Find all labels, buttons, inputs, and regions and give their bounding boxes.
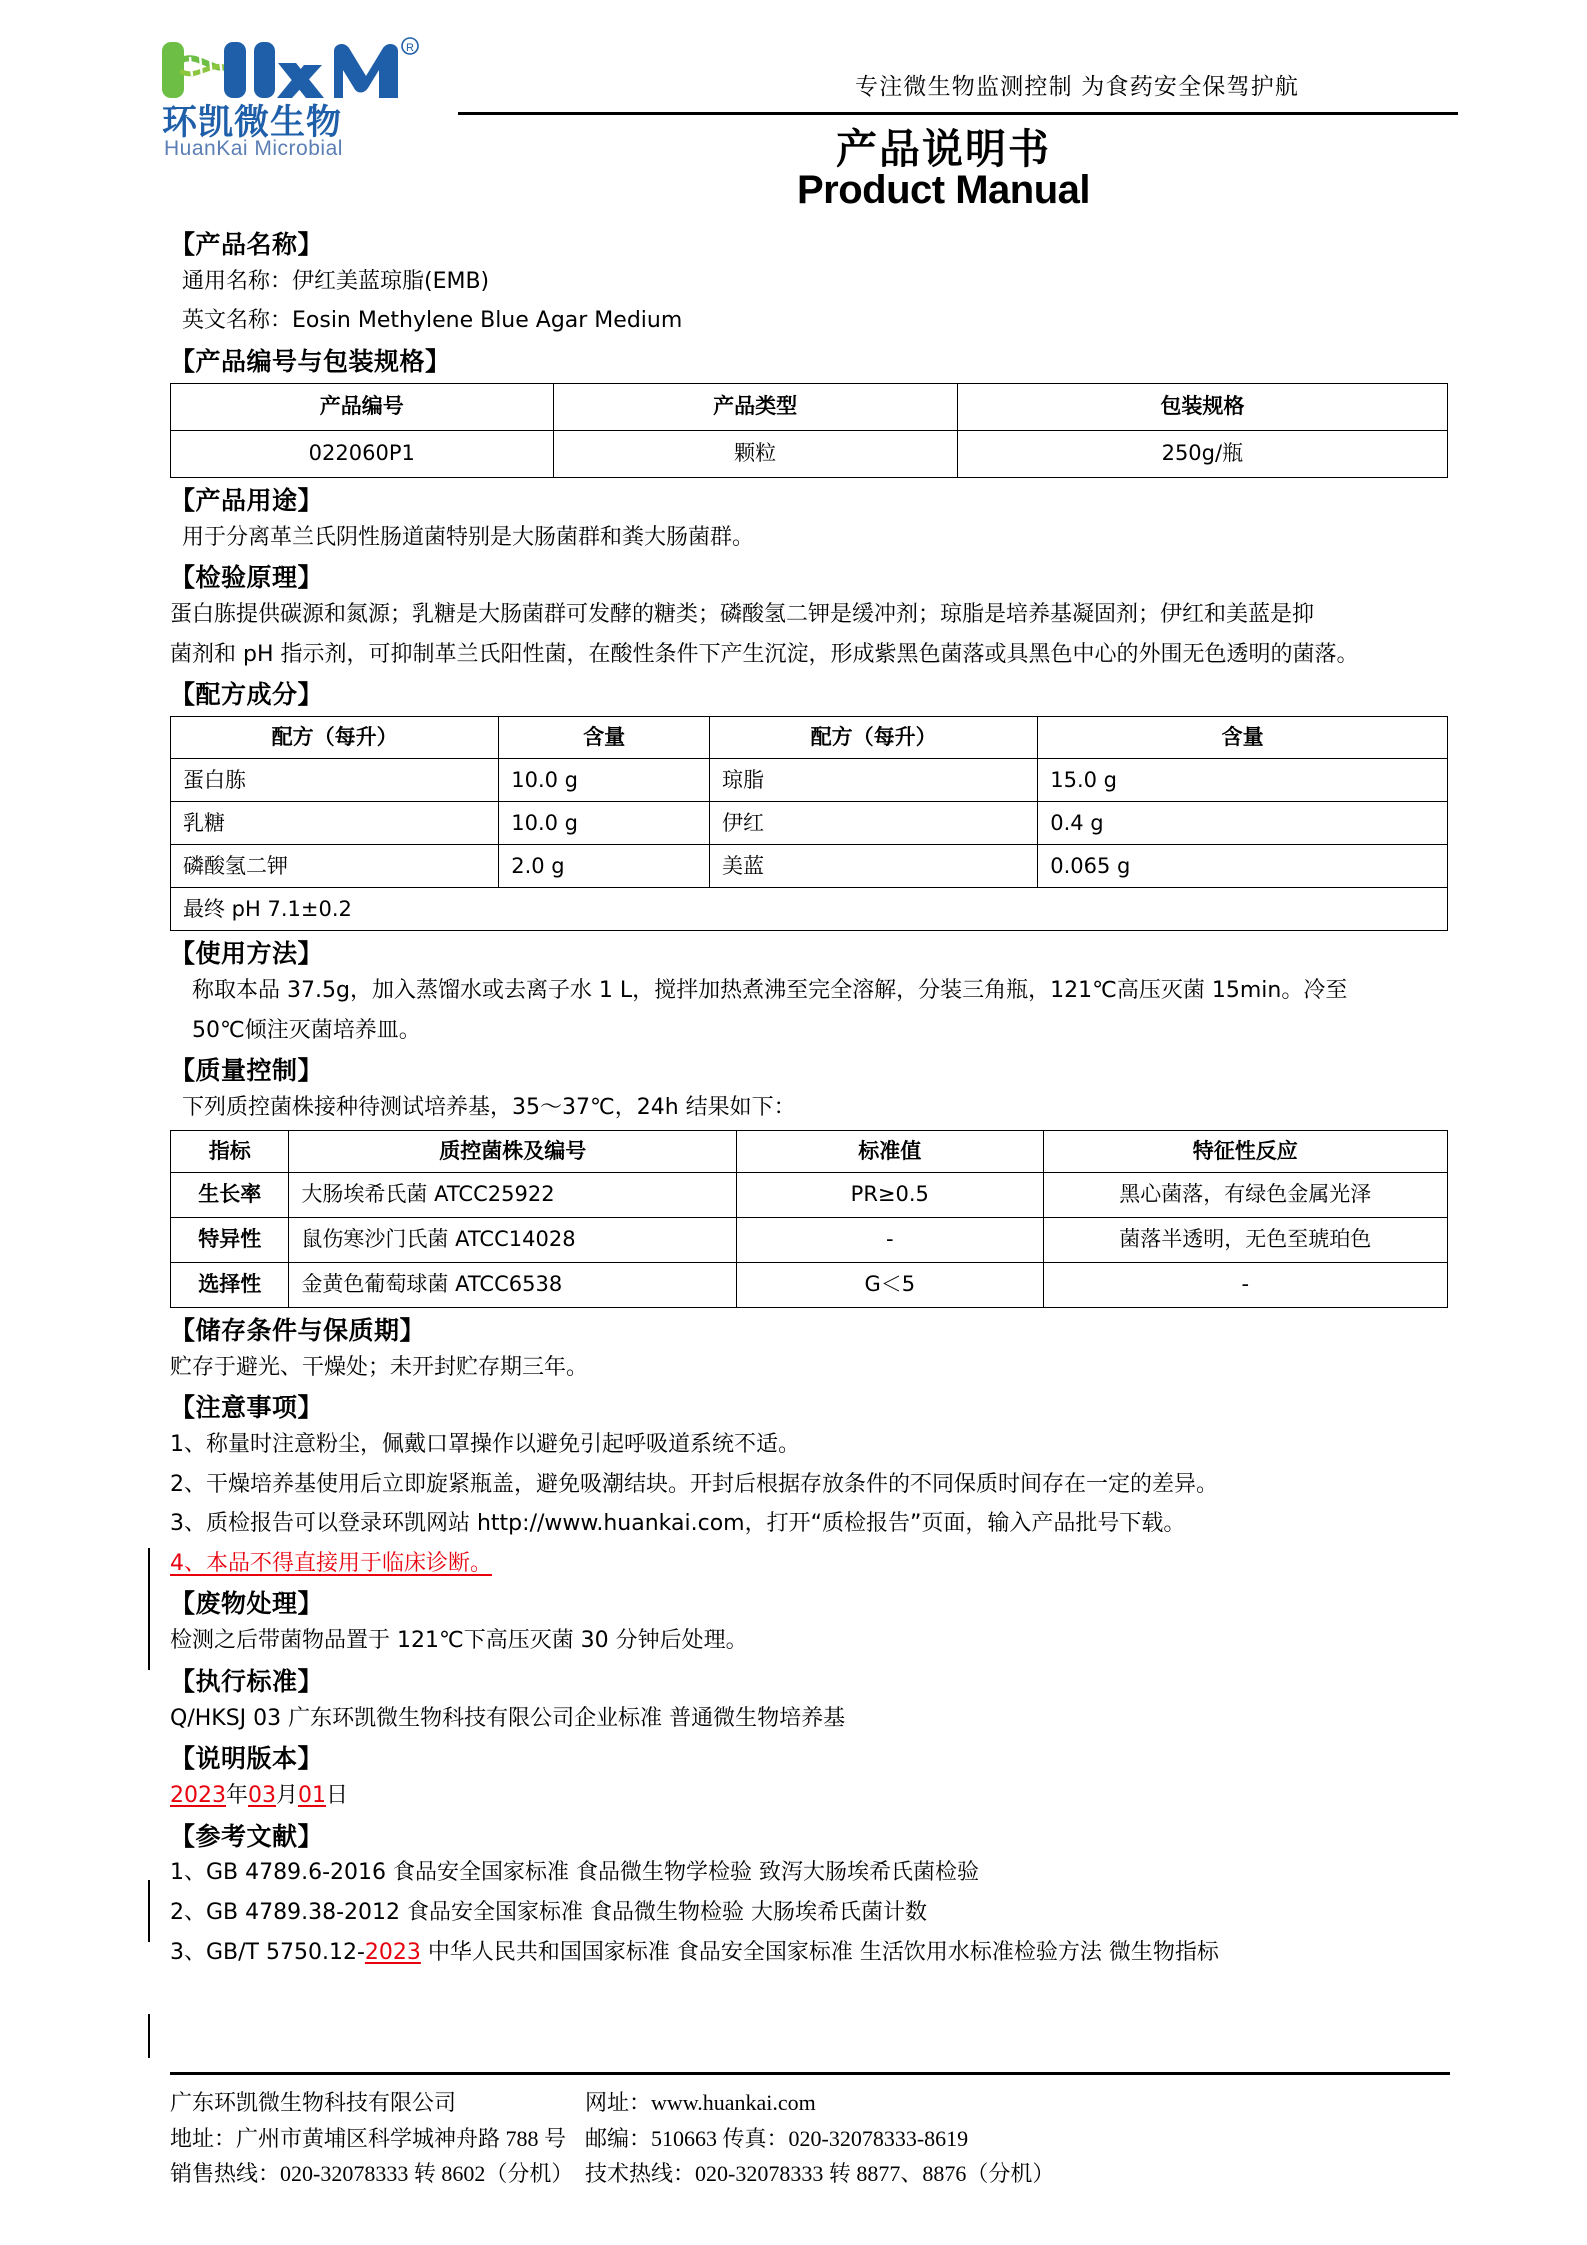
cell-standard-value: G＜5 <box>737 1262 1044 1307</box>
version-year: 2023 <box>170 1782 226 1808</box>
reference-3-prefix: 3、GB/T 5750.12- <box>170 1939 365 1965</box>
section-quality-control <box>170 1054 1450 1308</box>
cell-ingredient: 乳糖 <box>171 802 499 845</box>
table-header-row <box>171 716 1448 758</box>
footer-website: 网址：www.huankai.com <box>585 2090 816 2115</box>
svg-text:HuanKai Microbial: HuanKai Microbial <box>164 137 343 160</box>
col-product-type: 产品类型 <box>553 383 957 430</box>
formula-table <box>170 716 1448 931</box>
usage-line-1: 称取本品 37.5g，加入蒸馏水或去离子水 1 L，搅拌加热煮沸至完全溶解，分装三角瓶，121℃高压灭菌 15min。冷至 <box>192 977 1348 1003</box>
cell-ingredient: 伊红 <box>709 802 1037 845</box>
waste-text: 检测之后带菌物品置于 121℃下高压灭菌 30 分钟后处理。 <box>170 1628 748 1654</box>
heading-purpose: 【产品用途】 <box>170 485 324 515</box>
footer-address: 地址：广州市黄埔区科学城神舟路 788 号 <box>170 2125 567 2151</box>
section-waste-disposal <box>170 1587 1450 1658</box>
section-version <box>170 1742 1450 1813</box>
cell-indicator: 生长率 <box>171 1172 289 1217</box>
change-bar-precautions <box>148 1548 150 1670</box>
cell-product-code: 022060P1 <box>171 430 554 477</box>
version-month: 03 <box>248 1782 277 1808</box>
cell-ingredient: 美蓝 <box>709 845 1037 888</box>
section-precautions <box>170 1391 1450 1581</box>
section-product-name <box>170 228 1450 339</box>
cell-amount: 10.0 g <box>499 759 710 802</box>
header-divider <box>458 112 1458 115</box>
table-row <box>171 759 1448 802</box>
reference-3-suffix: 中华人民共和国国家标准 食品安全国家标准 生活饮用水标准检验方法 微生物指标 <box>420 1939 1219 1965</box>
cell-strain: 大肠埃希氏菌 ATCC25922 <box>289 1172 737 1217</box>
heading-principle: 【检验原理】 <box>170 563 324 593</box>
footer-sales-hotline: 销售热线：020-32078333 转 8602（分机） <box>170 2161 574 2187</box>
table-header-row <box>171 383 1448 430</box>
precaution-item: 2、干燥培养基使用后立即旋紧瓶盖，避免吸潮结块。开封后根据存放条件的不同保质时间存在一定的差异。 <box>170 1471 1219 1497</box>
change-bar-version <box>148 1880 150 1942</box>
heading-formula: 【配方成分】 <box>170 680 324 710</box>
principle-line-2: 菌剂和 pH 指示剂，可抑制革兰氏阳性菌，在酸性条件下产生沉淀，形成紫黑色菌落或具黑色中心的外围无色透明的菌落。 <box>170 641 1359 667</box>
heading-precautions: 【注意事项】 <box>170 1393 324 1423</box>
cell-amount: 15.0 g <box>1038 759 1448 802</box>
col-amount-1: 含量 <box>499 716 710 758</box>
reference-item: 1、GB 4789.6-2016 食品安全国家标准 食品微生物学检验 致泻大肠埃希氏菌检验 <box>170 1860 980 1886</box>
document-footer <box>170 2072 1450 2192</box>
cell-product-type: 颗粒 <box>553 430 957 477</box>
heading-references: 【参考文献】 <box>170 1821 324 1851</box>
section-principle <box>170 561 1450 672</box>
storage-text: 贮存于避光、干燥处；未开封贮存期三年。 <box>170 1354 589 1380</box>
precaution-item: 3、质检报告可以登录环凯网站 http://www.huankai.com，打开“质检报告”页面，输入产品批号下载。 <box>170 1511 1186 1537</box>
cell-reaction: - <box>1043 1262 1447 1307</box>
section-usage <box>170 937 1450 1048</box>
version-month-unit: 月 <box>276 1782 299 1808</box>
heading-waste-disposal: 【废物处理】 <box>170 1589 324 1619</box>
reference-3-year: 2023 <box>364 1939 421 1965</box>
footer-left-column <box>170 2085 585 2192</box>
cell-amount: 0.065 g <box>1038 845 1448 888</box>
standard-text: Q/HKSJ 03 广东环凯微生物科技有限公司企业标准 普通微生物培养基 <box>170 1705 846 1731</box>
footer-company: 广东环凯微生物科技有限公司 <box>170 2090 457 2115</box>
cell-reaction: 黑心菌落，有绿色金属光泽 <box>1043 1172 1447 1217</box>
section-formula <box>170 678 1450 931</box>
section-storage <box>170 1314 1450 1385</box>
usage-line-2: 50℃倾注灭菌培养皿。 <box>192 1017 421 1043</box>
cell-standard-value: PR≥0.5 <box>737 1172 1044 1217</box>
cell-ingredient: 琼脂 <box>709 759 1037 802</box>
heading-product-code: 【产品编号与包装规格】 <box>170 347 451 376</box>
cell-ingredient: 磷酸氢二钾 <box>171 845 499 888</box>
section-standard <box>170 1665 1450 1736</box>
footer-divider <box>170 2072 1450 2075</box>
table-row <box>171 1172 1448 1217</box>
heading-quality-control: 【质量控制】 <box>170 1056 324 1086</box>
cell-amount: 2.0 g <box>499 845 710 888</box>
version-day: 01 <box>298 1782 327 1808</box>
table-row-ph <box>171 888 1448 931</box>
section-product-code <box>170 345 1450 478</box>
table-header-row <box>171 1130 1448 1172</box>
footer-postcode-fax: 邮编：510663 传真：020-32078333-8619 <box>585 2125 969 2151</box>
col-formula-1: 配方（每升） <box>171 716 499 758</box>
document-body <box>170 228 1450 1976</box>
table-row <box>171 430 1448 477</box>
product-code-table <box>170 383 1448 478</box>
principle-line-1: 蛋白胨提供碳源和氮源；乳糖是大肠菌群可发酵的糖类；磷酸氢二钾是缓冲剂；琼脂是培养基凝固剂；伊红和美蓝是抑 <box>170 601 1315 627</box>
svg-text:环凯微生物: 环凯微生物 <box>162 103 343 143</box>
heading-storage: 【储存条件与保质期】 <box>170 1315 426 1345</box>
table-row <box>171 1217 1448 1262</box>
reference-item-3 <box>170 1935 1450 1971</box>
heading-standard: 【执行标准】 <box>170 1666 324 1696</box>
document-header <box>0 0 1587 212</box>
section-references <box>170 1820 1450 1971</box>
version-year-unit: 年 <box>226 1782 249 1808</box>
quality-control-table <box>170 1130 1448 1308</box>
qc-intro: 下列质控菌株接种待测试培养基，35～37℃，24h 结果如下： <box>182 1094 796 1120</box>
english-name: 英文名称：Eosin Methylene Blue Agar Medium <box>182 308 683 334</box>
page-title-cn: 产品说明书 <box>836 125 1051 173</box>
generic-name: 通用名称：伊红美蓝琼脂(EMB) <box>182 268 490 294</box>
section-purpose <box>170 484 1450 555</box>
table-row <box>171 1262 1448 1307</box>
cell-indicator: 特异性 <box>171 1217 289 1262</box>
page-title-en: Product Manual <box>796 168 1091 212</box>
cell-strain: 金黄色葡萄球菌 ATCC6538 <box>289 1262 737 1307</box>
version-day-unit: 日 <box>326 1782 349 1808</box>
cell-ingredient: 蛋白胨 <box>171 759 499 802</box>
heading-version: 【说明版本】 <box>170 1744 324 1774</box>
cell-amount: 0.4 g <box>1038 802 1448 845</box>
cell-strain: 鼠伤寒沙门氏菌 ATCC14028 <box>289 1217 737 1262</box>
precaution-item-clinical-warning: 4、本品不得直接用于临床诊断。 <box>170 1550 492 1576</box>
col-strain: 质控菌株及编号 <box>289 1130 737 1172</box>
footer-tech-hotline: 技术热线：020-32078333 转 8877、8876（分机） <box>585 2161 1055 2187</box>
col-formula-2: 配方（每升） <box>709 716 1037 758</box>
version-date <box>170 1778 1450 1814</box>
heading-product-name: 【产品名称】 <box>170 230 324 259</box>
company-tagline: 专注微生物监测控制 为食药安全保驾护航 <box>855 74 1300 100</box>
col-indicator: 指标 <box>171 1130 289 1172</box>
col-amount-2: 含量 <box>1038 716 1448 758</box>
col-standard-value: 标准值 <box>737 1130 1044 1172</box>
table-row <box>171 845 1448 888</box>
cell-indicator: 选择性 <box>171 1262 289 1307</box>
footer-right-column <box>585 2085 1450 2192</box>
cell-reaction: 菌落半透明，无色至琥珀色 <box>1043 1217 1447 1262</box>
cell-final-ph: 最终 pH 7.1±0.2 <box>171 888 1448 931</box>
col-characteristic-reaction: 特征性反应 <box>1043 1130 1447 1172</box>
change-bar-reference-3 <box>148 2014 150 2058</box>
col-product-code: 产品编号 <box>171 383 554 430</box>
table-row <box>171 802 1448 845</box>
col-package-spec: 包装规格 <box>957 383 1447 430</box>
svg-text:R: R <box>406 42 414 54</box>
reference-item: 2、GB 4789.38-2012 食品安全国家标准 食品微生物检验 大肠埃希氏菌计数 <box>170 1899 928 1925</box>
cell-standard-value: - <box>737 1217 1044 1262</box>
cell-amount: 10.0 g <box>499 802 710 845</box>
purpose-text: 用于分离革兰氏阴性肠道菌特别是大肠菌群和粪大肠菌群。 <box>182 524 755 550</box>
precaution-item: 1、称量时注意粉尘，佩戴口罩操作以避免引起呼吸道系统不适。 <box>170 1431 800 1457</box>
cell-package-spec: 250g/瓶 <box>957 430 1447 477</box>
heading-usage: 【使用方法】 <box>170 939 324 969</box>
